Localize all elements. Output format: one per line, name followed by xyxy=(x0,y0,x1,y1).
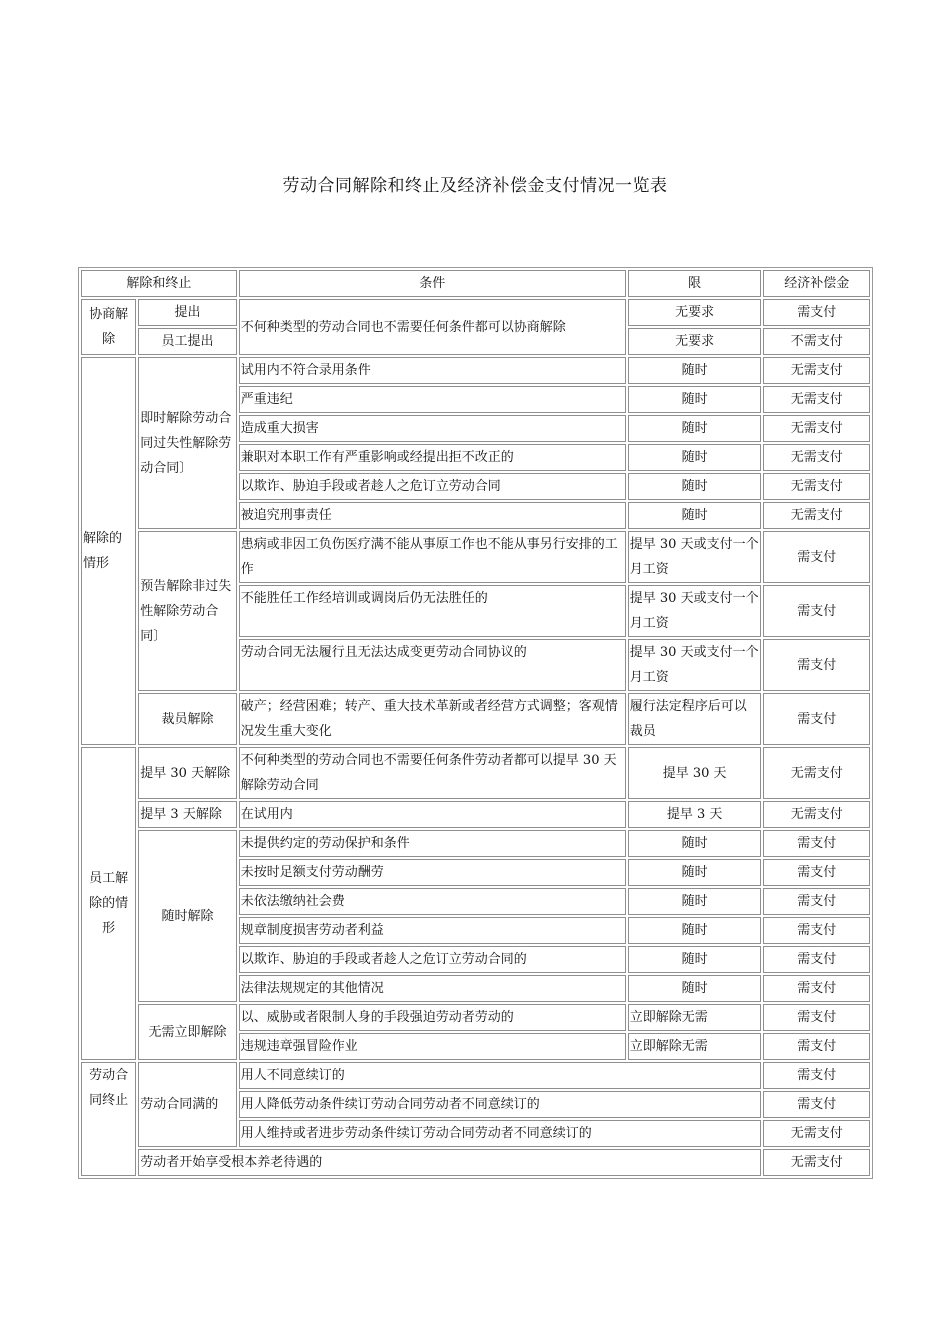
condition-cell: 兼职对本职工作有严重影响或经提出拒不改正的 xyxy=(239,444,626,471)
pay-cell: 无需支付 xyxy=(763,357,870,384)
condition-cell: 不何种类型的劳动合同也不需要任何条件都可以协商解除 xyxy=(239,299,626,355)
pay-cell: 需支付 xyxy=(763,299,870,326)
pay-cell: 无需支付 xyxy=(763,415,870,442)
condition-cell: 未按时足额支付劳动酬劳 xyxy=(239,859,626,886)
condition-cell: 用人维持或者进步劳动条件续订劳动合同劳动者不同意续订的 xyxy=(239,1120,762,1147)
condition-cell: 造成重大损害 xyxy=(239,415,626,442)
limit-cell: 立即解除无需 xyxy=(628,1033,762,1060)
condition-cell: 患病或非因工负伤医疗满不能从事原工作也不能从事另行安排的工作 xyxy=(239,531,626,583)
condition-cell: 法律法规规定的其他情况 xyxy=(239,975,626,1002)
limit-cell: 随时 xyxy=(628,415,762,442)
pay-cell: 无需支付 xyxy=(763,801,870,828)
group-cell: 解除的情形 xyxy=(81,357,136,745)
pay-cell: 需支付 xyxy=(763,1033,870,1060)
pay-cell: 需支付 xyxy=(763,531,870,583)
limit-cell: 提早 30 天 xyxy=(628,747,762,799)
limit-cell: 随时 xyxy=(628,473,762,500)
condition-cell: 以欺诈、胁迫的手段或者趁人之危订立劳动合同的 xyxy=(239,946,626,973)
header-cell: 解除和终止 xyxy=(81,270,237,297)
condition-cell: 以、威胁或者限制人身的手段强迫劳动者劳动的 xyxy=(239,1004,626,1031)
pay-cell: 无需支付 xyxy=(763,1120,870,1147)
header-cell: 限 xyxy=(628,270,762,297)
limit-cell: 随时 xyxy=(628,444,762,471)
pay-cell: 需支付 xyxy=(763,830,870,857)
condition-cell: 以欺诈、胁迫手段或者趁人之危订立劳动合同 xyxy=(239,473,626,500)
pay-cell: 需支付 xyxy=(763,859,870,886)
limit-cell: 提早 30 天或支付一个月工资 xyxy=(628,531,762,583)
condition-cell: 未依法缴纳社会费 xyxy=(239,888,626,915)
group-cell: 员工解除的情形 xyxy=(81,747,136,1060)
pay-cell: 无需支付 xyxy=(763,502,870,529)
condition-cell: 用人降低劳动条件续订劳动合同劳动者不同意续订的 xyxy=(239,1091,762,1118)
sub-cell: 员工提出 xyxy=(138,328,237,355)
sub-cell: 提早 30 天解除 xyxy=(138,747,237,799)
condition-cell: 在试用内 xyxy=(239,801,626,828)
limit-cell: 提早 30 天或支付一个月工资 xyxy=(628,639,762,691)
condition-cell: 劳动者开始享受根本养老待遇的 xyxy=(138,1149,761,1176)
pay-cell: 无需支付 xyxy=(763,473,870,500)
pay-cell: 需支付 xyxy=(763,888,870,915)
condition-cell: 被追究刑事责任 xyxy=(239,502,626,529)
condition-cell: 不能胜任工作经培训或调岗后仍无法胜任的 xyxy=(239,585,626,637)
page-title: 劳动合同解除和终止及经济补偿金支付情况一览表 xyxy=(282,176,668,196)
sub-cell: 劳动合同满的 xyxy=(138,1062,237,1147)
limit-cell: 随时 xyxy=(628,830,762,857)
pay-cell: 需支付 xyxy=(763,639,870,691)
sub-cell: 提早 3 天解除 xyxy=(138,801,237,828)
pay-cell: 需支付 xyxy=(763,585,870,637)
limit-cell: 随时 xyxy=(628,888,762,915)
pay-cell: 无需支付 xyxy=(763,386,870,413)
limit-cell: 随时 xyxy=(628,946,762,973)
limit-cell: 履行法定程序后可以裁员 xyxy=(628,693,762,745)
condition-cell: 严重违纪 xyxy=(239,386,626,413)
pay-cell: 需支付 xyxy=(763,1004,870,1031)
limit-cell: 无要求 xyxy=(628,299,762,326)
pay-cell: 无需支付 xyxy=(763,747,870,799)
limit-cell: 立即解除无需 xyxy=(628,1004,762,1031)
header-cell: 条件 xyxy=(239,270,626,297)
pay-cell: 需支付 xyxy=(763,917,870,944)
limit-cell: 提早 30 天或支付一个月工资 xyxy=(628,585,762,637)
limit-cell: 无要求 xyxy=(628,328,762,355)
condition-cell: 违规违章强冒险作业 xyxy=(239,1033,626,1060)
group-cell: 协商解除 xyxy=(81,299,136,355)
pay-cell: 无需支付 xyxy=(763,444,870,471)
summary-table xyxy=(78,267,873,1179)
limit-cell: 随时 xyxy=(628,975,762,1002)
condition-cell: 未提供约定的劳动保护和条件 xyxy=(239,830,626,857)
sub-cell: 提出 xyxy=(138,299,237,326)
sub-cell: 裁员解除 xyxy=(138,693,237,745)
pay-cell: 需支付 xyxy=(763,946,870,973)
sub-cell: 预告解除非过失性解除劳动合同〕 xyxy=(138,531,237,691)
condition-cell: 试用内不符合录用条件 xyxy=(239,357,626,384)
condition-cell: 规章制度损害劳动者利益 xyxy=(239,917,626,944)
pay-cell: 不需支付 xyxy=(763,328,870,355)
limit-cell: 随时 xyxy=(628,386,762,413)
header-cell: 经济补偿金 xyxy=(763,270,870,297)
limit-cell: 随时 xyxy=(628,917,762,944)
sub-cell: 即时解除劳动合同过失性解除劳动合同〕 xyxy=(138,357,237,529)
condition-cell: 劳动合同无法履行且无法达成变更劳动合同协议的 xyxy=(239,639,626,691)
limit-cell: 提早 3 天 xyxy=(628,801,762,828)
group-cell: 劳动合同终止 xyxy=(81,1062,136,1176)
condition-cell: 用人不同意续订的 xyxy=(239,1062,762,1089)
limit-cell: 随时 xyxy=(628,357,762,384)
sub-cell: 随时解除 xyxy=(138,830,237,1002)
pay-cell: 需支付 xyxy=(763,1062,870,1089)
limit-cell: 随时 xyxy=(628,859,762,886)
condition-cell: 不何种类型的劳动合同也不需要任何条件劳动者都可以提早 30 天解除劳动合同 xyxy=(239,747,626,799)
pay-cell: 需支付 xyxy=(763,975,870,1002)
limit-cell: 随时 xyxy=(628,502,762,529)
sub-cell: 无需立即解除 xyxy=(138,1004,237,1060)
condition-cell: 破产；经营困难；转产、重大技术革新或者经营方式调整；客观情况发生重大变化 xyxy=(239,693,626,745)
pay-cell: 无需支付 xyxy=(763,1149,870,1176)
pay-cell: 需支付 xyxy=(763,693,870,745)
pay-cell: 需支付 xyxy=(763,1091,870,1118)
